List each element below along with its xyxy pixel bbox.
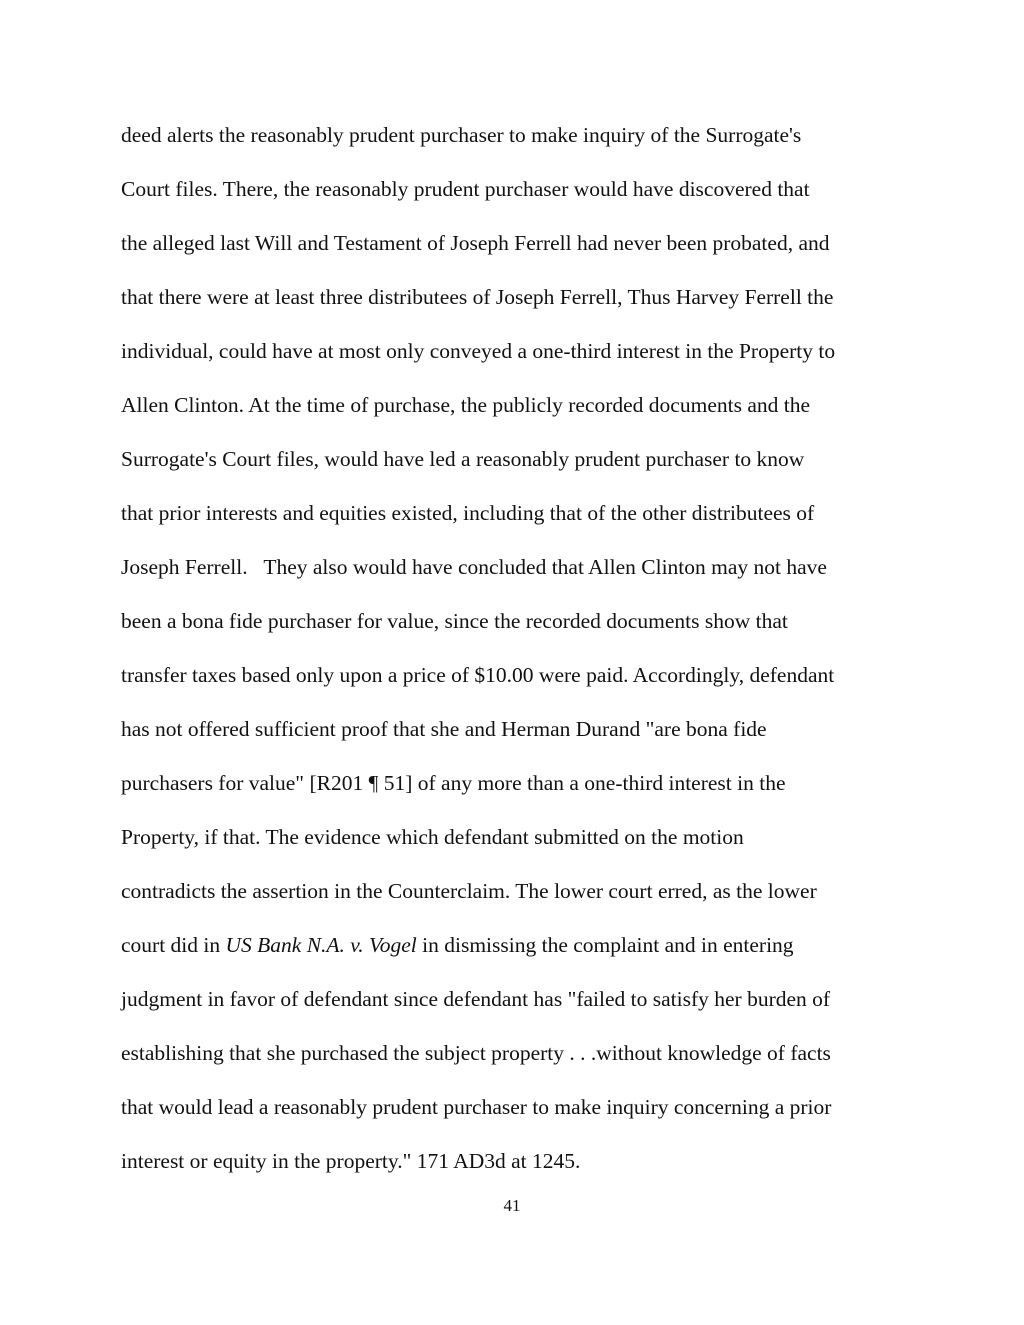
- body-text-line: individual, could have at most only conveyed a one-third interest in the Property to: [121, 339, 836, 363]
- body-text-line-with-citation: [121, 932, 794, 958]
- body-text-line: interest or equity in the property." 171 AD3d at 1245.: [121, 1149, 581, 1173]
- body-text-line: transfer taxes based only upon a price of $10.00 were paid. Accordingly, defendant: [121, 663, 835, 687]
- body-text-line: establishing that she purchased the subject property . . .without knowledge of facts: [121, 1041, 831, 1065]
- body-text-line: purchasers for value" [R201 ¶ 51] of any more than a one-third interest in the: [121, 771, 786, 795]
- body-text-line: Surrogate's Court files, would have led a reasonably prudent purchaser to know: [121, 447, 805, 471]
- body-text-line: the alleged last Will and Testament of Joseph Ferrell had never been probated, and: [121, 231, 830, 255]
- body-text-line: judgment in favor of defendant since defendant has "failed to satisfy her burden of: [121, 987, 831, 1011]
- text-segment: in dismissing the complaint and in entering: [416, 933, 794, 957]
- page-number: 41: [503, 1196, 521, 1215]
- body-text-line: Joseph Ferrell. They also would have concluded that Allen Clinton may not have: [121, 555, 827, 579]
- text-segment: court did in: [121, 933, 226, 957]
- body-text-line: Court files. There, the reasonably prudent purchaser would have discovered that: [121, 177, 810, 201]
- body-text-line: deed alerts the reasonably prudent purchaser to make inquiry of the Surrogate's: [121, 123, 802, 147]
- case-name-citation: US Bank N.A. v. Vogel: [225, 933, 417, 957]
- body-text-line: has not offered sufficient proof that she and Herman Durand "are bona fide: [121, 717, 767, 741]
- body-text-line: Property, if that. The evidence which defendant submitted on the motion: [121, 825, 744, 849]
- body-text-line: been a bona fide purchaser for value, since the recorded documents show that: [121, 609, 788, 633]
- body-text-line: that would lead a reasonably prudent purchaser to make inquiry concerning a prior: [121, 1095, 832, 1119]
- body-text-line: that there were at least three distributees of Joseph Ferrell, Thus Harvey Ferrell the: [121, 285, 834, 309]
- body-text-line: that prior interests and equities existed, including that of the other distributees of: [121, 501, 815, 525]
- body-text-line: Allen Clinton. At the time of purchase, the publicly recorded documents and the: [121, 393, 811, 417]
- body-text-line: contradicts the assertion in the Counterclaim. The lower court erred, as the lower: [121, 879, 817, 903]
